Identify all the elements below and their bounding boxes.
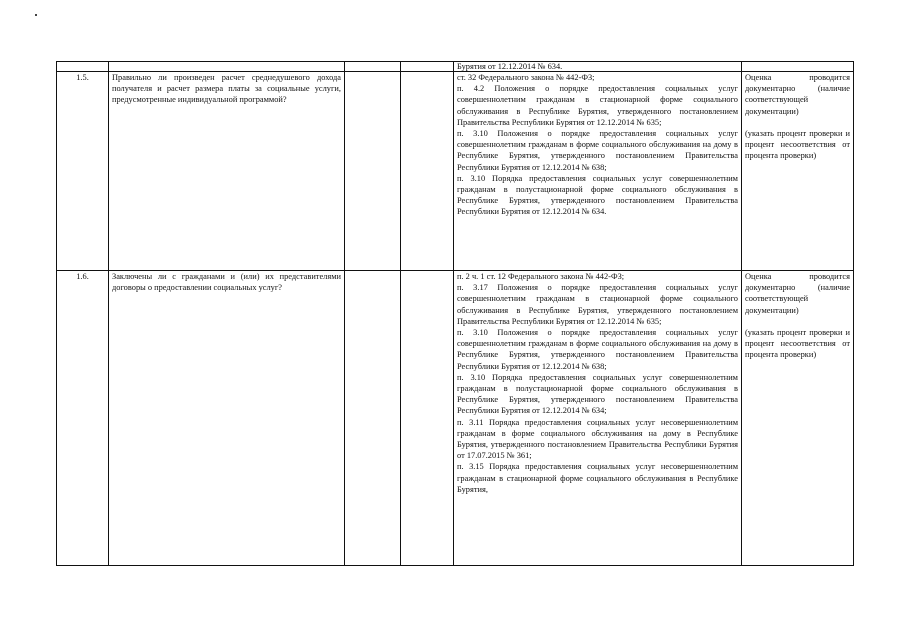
empty-cell-yes: [345, 271, 401, 566]
legal-basis-item: п. 3.17 Положения о порядке предоставления социальных услуг совершеннолетним гражданам в стационарной форме социального обслуживания в Республике Бурятия, утвержденного постановлением Правительства Республики Бурятия от 12.12.2014 № 635;: [457, 283, 738, 326]
number-cell: [57, 62, 109, 72]
scan-speck: [35, 14, 37, 16]
legal-basis-item: п. 3.10 Порядка предоставления социальных услуг совершеннолетним гражданам в полустационарной форме социального обслуживания в Республике Бурятия, утвержденного постановлением Правительства Республики Бурятия от 12.12.2014 № 634.: [457, 173, 738, 217]
legal-basis-cell: [454, 62, 742, 72]
table-row: [57, 271, 854, 566]
empty-cell-yes: [345, 72, 401, 271]
empty-cell-yes: [345, 62, 401, 72]
empty-cell-no: [401, 72, 454, 271]
empty-cell-no: [401, 62, 454, 72]
legal-basis-item: п. 3.11 Порядка предоставления социальных услуг несовершеннолетним гражданам в форме социального обслуживания на дому в Республике Бурятия, утвержденного постановлением Правительства Республики Бурятия от 17.07.2015 № 361;: [457, 417, 738, 461]
legal-basis-item: п. 3.10 Положения о порядке предоставления социальных услуг совершеннолетним гражданам в форме социального обслуживания на дому в Республике Бурятия, утвержденного постановлением Правительства Республики Бурятия от 12.12.2014 № 638;: [457, 328, 738, 371]
note-cell: [742, 72, 854, 271]
question-text: Правильно ли произведен расчет среднедушевого дохода получателя и расчет размера платы за социальные услуги, предусмотренные индивидуальной программой?: [109, 72, 345, 271]
percent-note: (указать процент проверки и процент несоответствия от процента проверки): [745, 128, 850, 161]
table-row: [57, 72, 854, 271]
assessment-note: Оценка проводится документарно (наличие соответствующей документации): [745, 272, 850, 315]
legal-basis-item: ст. 32 Федерального закона № 442-ФЗ;: [457, 73, 595, 82]
table-row-continuation: [57, 62, 854, 72]
assessment-note: Оценка проводится документарно (наличие соответствующей документации): [745, 73, 850, 116]
legal-basis-item: п. 3.15 Порядка предоставления социальных услуг несовершеннолетним гражданам в стационарной форме социального обслуживания в Республике Бурятия,: [457, 462, 738, 494]
legal-basis-item: п. 2 ч. 1 ст. 12 Федерального закона № 442-ФЗ;: [457, 272, 625, 281]
legal-basis-cell: [454, 72, 742, 271]
checklist-table: [56, 61, 854, 566]
legal-basis-line: Бурятия от 12.12.2014 № 634.: [457, 62, 563, 71]
item-number: 1.6.: [57, 271, 109, 566]
legal-basis-item: п. 3.10 Положения о порядке предоставления социальных услуг совершеннолетним гражданам в форме социального обслуживания на дому в Республике Бурятия, утвержденного постановлением Правительства Республики Бурятия от 12.12.2014 № 638;: [457, 129, 738, 172]
item-number: 1.5.: [57, 72, 109, 271]
legal-basis-cell: [454, 271, 742, 566]
note-cell: [742, 271, 854, 566]
question-text: Заключены ли с гражданами и (или) их представителями договоры о предоставлении социальных услуг?: [109, 271, 345, 566]
legal-basis-item: п. 3.10 Порядка предоставления социальных услуг совершеннолетним гражданам в полустационарной форме социального обслуживания в Республике Бурятия, утвержденного постановлением Правительства Республики Бурятия от 12.12.2014 № 634;: [457, 372, 738, 416]
note-cell: [742, 62, 854, 72]
percent-note: (указать процент проверки и процент несоответствия от процента проверки): [745, 327, 850, 360]
question-cell: [109, 62, 345, 72]
empty-cell-no: [401, 271, 454, 566]
legal-basis-item: п. 4.2 Положения о порядке предоставления социальных услуг совершеннолетним гражданам в стационарной форме социального обслуживания в Республике Бурятия, утвержденного постановлением Правительства Республики Бурятия от 12.12.2014 № 635;: [457, 84, 738, 127]
